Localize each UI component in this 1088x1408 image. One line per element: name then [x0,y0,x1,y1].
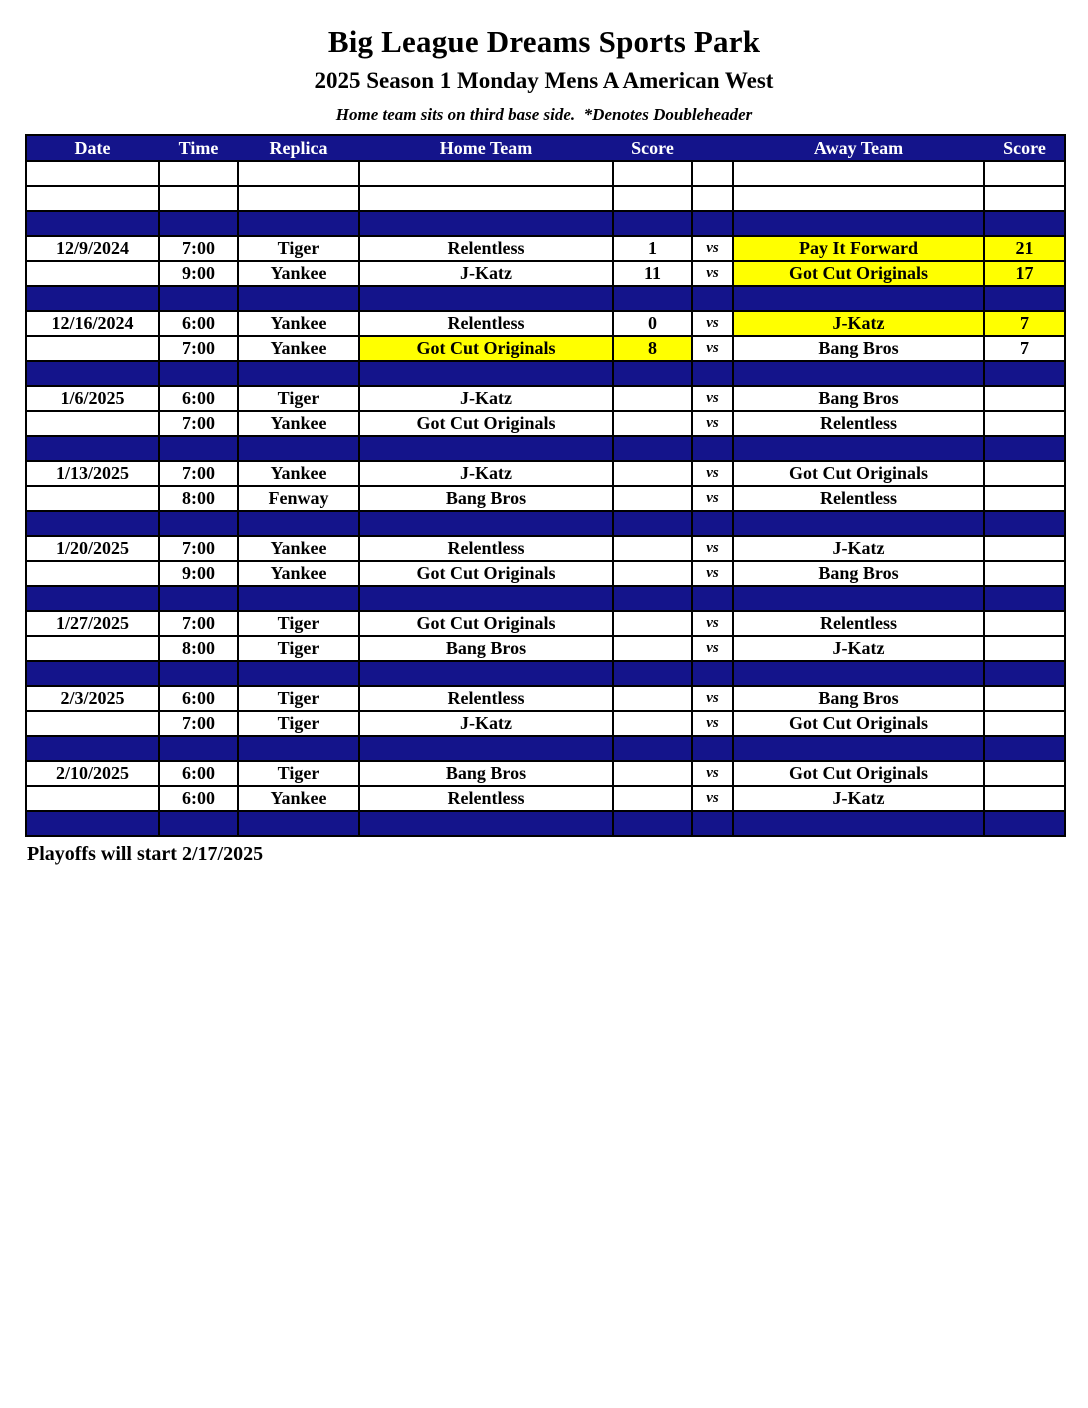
empty-row [27,187,1064,212]
home-team-cell: Bang Bros [360,762,614,785]
separator-row [27,437,1064,462]
home-score-cell [614,462,693,485]
time-cell [160,662,239,685]
home-team-cell [360,737,614,760]
replica-cell: Tiger [239,637,360,660]
vs-cell: vs [693,537,734,560]
vs-cell [693,662,734,685]
date-cell: 12/16/2024 [27,312,160,335]
home-score-cell [614,512,693,535]
separator-row [27,362,1064,387]
date-cell [27,262,160,285]
vs-cell: vs [693,637,734,660]
home-score-cell [614,187,693,210]
header-score-cell: Score [631,137,674,158]
home-team-cell [360,212,614,235]
vs-cell: vs [693,387,734,410]
away-score-cell [985,612,1064,635]
header-replica-cell: Replica [269,137,328,158]
date-cell [27,187,160,210]
away-team-cell [734,437,985,460]
home-team-cell [360,437,614,460]
vs-cell: vs [693,687,734,710]
away-score-cell [985,537,1064,560]
away-team-cell [734,812,985,835]
home-team-cell: Relentless [360,687,614,710]
vs-cell [693,212,734,235]
away-score-cell [985,687,1064,710]
schedule-row [27,237,1064,262]
away-score-cell [985,587,1064,610]
home-team-cell: Relentless [360,312,614,335]
home-score-cell [614,762,693,785]
away-team-cell: Relentless [734,612,985,635]
away-score-cell [985,487,1064,510]
date-cell: 2/10/2025 [27,762,160,785]
time-cell [160,737,239,760]
separator-row [27,212,1064,237]
vs-cell: vs [693,262,734,285]
page-title: Big League Dreams Sports Park [327,24,761,59]
vs-cell: vs [693,762,734,785]
time-cell [160,587,239,610]
home-team-cell: Relentless [360,537,614,560]
schedule-row [27,762,1064,787]
schedule-row [27,387,1064,412]
replica-cell [239,587,360,610]
home-score-cell [614,562,693,585]
date-cell [27,587,160,610]
schedule-table [25,134,1066,837]
vs-cell: vs [693,562,734,585]
date-cell [27,512,160,535]
date-cell [27,437,160,460]
time-cell: 6:00 [160,387,239,410]
table-header-row [27,136,1064,162]
home-team-cell [360,587,614,610]
page-subtitle: 2025 Season 1 Monday Mens A American West [314,68,774,93]
home-score-cell [614,437,693,460]
header-date-cell: Date [74,137,111,158]
date-cell [27,412,160,435]
time-cell: 6:00 [160,687,239,710]
date-cell [27,712,160,735]
home-team-cell: J-Katz [360,387,614,410]
away-score-cell [985,562,1064,585]
home-score-cell [614,712,693,735]
time-cell: 7:00 [160,612,239,635]
date-cell [27,562,160,585]
away-score-cell [985,637,1064,660]
time-cell [160,437,239,460]
header-away-team-cell: Away Team [813,137,904,158]
separator-row [27,737,1064,762]
vs-cell [693,437,734,460]
replica-cell [239,287,360,310]
replica-cell [239,662,360,685]
date-cell [27,787,160,810]
home-team-cell: J-Katz [360,712,614,735]
replica-cell: Tiger [239,612,360,635]
home-score-cell [614,212,693,235]
away-score-cell [985,712,1064,735]
vs-cell [693,362,734,385]
home-score-cell [614,537,693,560]
date-cell: 1/6/2025 [27,387,160,410]
home-team-cell: Relentless [360,237,614,260]
replica-cell [239,162,360,185]
away-score-cell [985,462,1064,485]
schedule-row [27,487,1064,512]
replica-cell: Yankee [239,262,360,285]
time-cell [160,287,239,310]
home-score-cell [614,787,693,810]
away-score-cell [985,287,1064,310]
home-team-cell [360,287,614,310]
time-cell: 8:00 [160,637,239,660]
vs-cell [693,812,734,835]
away-team-cell: Bang Bros [734,387,985,410]
empty-row [27,162,1064,187]
away-score-cell: 7 [1020,338,1029,358]
home-score-cell [614,687,693,710]
home-score-cell [614,162,693,185]
away-score-cell: 17 [985,262,1064,285]
replica-cell [239,737,360,760]
away-score-cell [985,512,1064,535]
away-score-cell [985,662,1064,685]
away-score-cell [985,437,1064,460]
vs-cell: vs [693,462,734,485]
home-team-note: Home team sits on third base side. *Denotes Doubleheader [335,105,753,124]
playoffs-note: Playoffs will start 2/17/2025 [27,843,264,865]
date-cell [27,162,160,185]
away-score-cell [985,212,1064,235]
schedule-row [27,687,1064,712]
replica-cell: Tiger [239,712,360,735]
replica-cell: Yankee [239,537,360,560]
time-cell [160,187,239,210]
replica-cell: Fenway [239,487,360,510]
home-score-cell: 8 [614,337,693,360]
home-team-cell: J-Katz [360,262,614,285]
vs-cell: vs [693,787,734,810]
away-team-cell: Relentless [734,487,985,510]
schedule-row [27,337,1064,362]
home-score-cell [614,812,693,835]
time-cell [160,812,239,835]
home-score-cell [614,487,693,510]
away-score-cell [985,362,1064,385]
replica-cell [239,212,360,235]
away-team-cell: Got Cut Originals [734,712,985,735]
replica-cell: Yankee [239,312,360,335]
away-team-cell: J-Katz [734,637,985,660]
date-cell [27,737,160,760]
away-team-cell [734,287,985,310]
separator-row [27,812,1064,835]
away-team-cell: Got Cut Originals [734,762,985,785]
away-team-cell [734,212,985,235]
vs-cell [693,162,734,185]
date-cell [27,212,160,235]
home-team-cell: Got Cut Originals [360,612,614,635]
replica-cell: Yankee [239,412,360,435]
date-cell: 1/20/2025 [27,537,160,560]
schedule-row [27,462,1064,487]
time-cell: 7:00 [160,337,239,360]
time-cell: 6:00 [160,762,239,785]
away-team-cell [734,187,985,210]
away-team-cell [734,512,985,535]
replica-cell: Tiger [239,762,360,785]
away-team-cell [734,662,985,685]
date-cell: 1/27/2025 [27,612,160,635]
home-team-cell: Relentless [360,787,614,810]
away-team-cell [734,162,985,185]
home-score-cell [614,662,693,685]
separator-row [27,587,1064,612]
away-score-cell [985,737,1064,760]
vs-cell: vs [693,612,734,635]
away-team-cell: Bang Bros [734,687,985,710]
separator-row [27,662,1064,687]
home-team-cell [360,662,614,685]
home-score-cell [614,412,693,435]
header-score-cell: Score [1003,137,1046,158]
schedule-row [27,637,1064,662]
vs-cell: vs [693,712,734,735]
time-cell: 7:00 [160,412,239,435]
home-team-cell: J-Katz [360,462,614,485]
vs-cell: vs [693,412,734,435]
replica-cell [239,362,360,385]
away-team-cell: Bang Bros [734,562,985,585]
home-score-cell [614,287,693,310]
time-cell: 7:00 [160,712,239,735]
home-score-cell [614,737,693,760]
home-score-cell: 1 [614,237,693,260]
time-cell: 8:00 [160,487,239,510]
vs-cell [693,187,734,210]
away-team-cell: Got Cut Originals [734,462,985,485]
header-home-team-cell: Home Team [439,137,533,158]
replica-cell: Yankee [239,337,360,360]
away-team-cell: J-Katz [734,787,985,810]
away-score-cell [985,187,1064,210]
away-score-cell [985,812,1064,835]
time-cell: 7:00 [160,237,239,260]
schedule-row [27,612,1064,637]
away-score-cell [985,787,1064,810]
vs-cell [693,587,734,610]
away-score-cell: 7 [985,312,1064,335]
date-cell: 1/13/2025 [27,462,160,485]
home-team-cell [360,362,614,385]
away-team-cell: Relentless [734,412,985,435]
vs-cell: vs [693,312,734,335]
date-cell [27,812,160,835]
home-team-cell: Bang Bros [360,487,614,510]
away-team-cell: Bang Bros [734,337,985,360]
time-cell: 6:00 [160,787,239,810]
time-cell: 6:00 [160,312,239,335]
date-cell: 12/9/2024 [27,237,160,260]
vs-cell: vs [693,337,734,360]
home-team-cell [360,512,614,535]
replica-cell: Tiger [239,687,360,710]
away-score-cell: 21 [985,237,1064,260]
schedule-row [27,537,1064,562]
vs-cell: vs [693,237,734,260]
date-cell [27,337,160,360]
replica-cell: Yankee [239,562,360,585]
away-score-cell [985,387,1064,410]
vs-cell [693,737,734,760]
home-team-cell: Got Cut Originals [360,412,614,435]
home-team-cell: Bang Bros [360,637,614,660]
vs-cell [693,287,734,310]
away-score-cell [985,162,1064,185]
home-score-cell [614,387,693,410]
replica-cell: Yankee [239,462,360,485]
time-cell [160,162,239,185]
separator-row [27,287,1064,312]
time-cell: 7:00 [160,537,239,560]
replica-cell: Tiger [239,237,360,260]
header-vs-cell [693,136,734,160]
away-team-cell: J-Katz [734,312,985,335]
home-team-cell [360,187,614,210]
home-team-cell [360,162,614,185]
home-score-cell: 11 [614,262,693,285]
replica-cell: Yankee [239,787,360,810]
away-score-cell [985,762,1064,785]
replica-cell [239,812,360,835]
date-cell [27,637,160,660]
away-team-cell [734,587,985,610]
vs-cell: vs [693,487,734,510]
date-cell [27,287,160,310]
home-team-cell [360,812,614,835]
time-cell [160,362,239,385]
replica-cell [239,437,360,460]
home-score-cell [614,587,693,610]
time-cell: 7:00 [160,462,239,485]
home-score-cell [614,612,693,635]
away-team-cell [734,362,985,385]
header-time-cell: Time [178,137,219,158]
away-team-cell: Pay It Forward [734,237,985,260]
away-team-cell: J-Katz [734,537,985,560]
schedule-row [27,262,1064,287]
home-team-cell: Got Cut Originals [360,562,614,585]
time-cell [160,512,239,535]
home-score-cell [614,362,693,385]
schedule-row [27,312,1064,337]
vs-cell [693,512,734,535]
home-team-cell: Got Cut Originals [360,337,614,360]
away-score-cell [985,412,1064,435]
away-team-cell [734,737,985,760]
date-cell: 2/3/2025 [27,687,160,710]
away-team-cell: Got Cut Originals [734,262,985,285]
schedule-row [27,562,1064,587]
date-cell [27,487,160,510]
schedule-row [27,412,1064,437]
time-cell: 9:00 [160,262,239,285]
replica-cell [239,187,360,210]
schedule-row [27,787,1064,812]
date-cell [27,662,160,685]
home-score-cell [614,637,693,660]
time-cell [160,212,239,235]
separator-row [27,512,1064,537]
home-score-cell: 0 [614,312,693,335]
time-cell: 9:00 [160,562,239,585]
schedule-row [27,712,1064,737]
replica-cell: Tiger [239,387,360,410]
replica-cell [239,512,360,535]
date-cell [27,362,160,385]
